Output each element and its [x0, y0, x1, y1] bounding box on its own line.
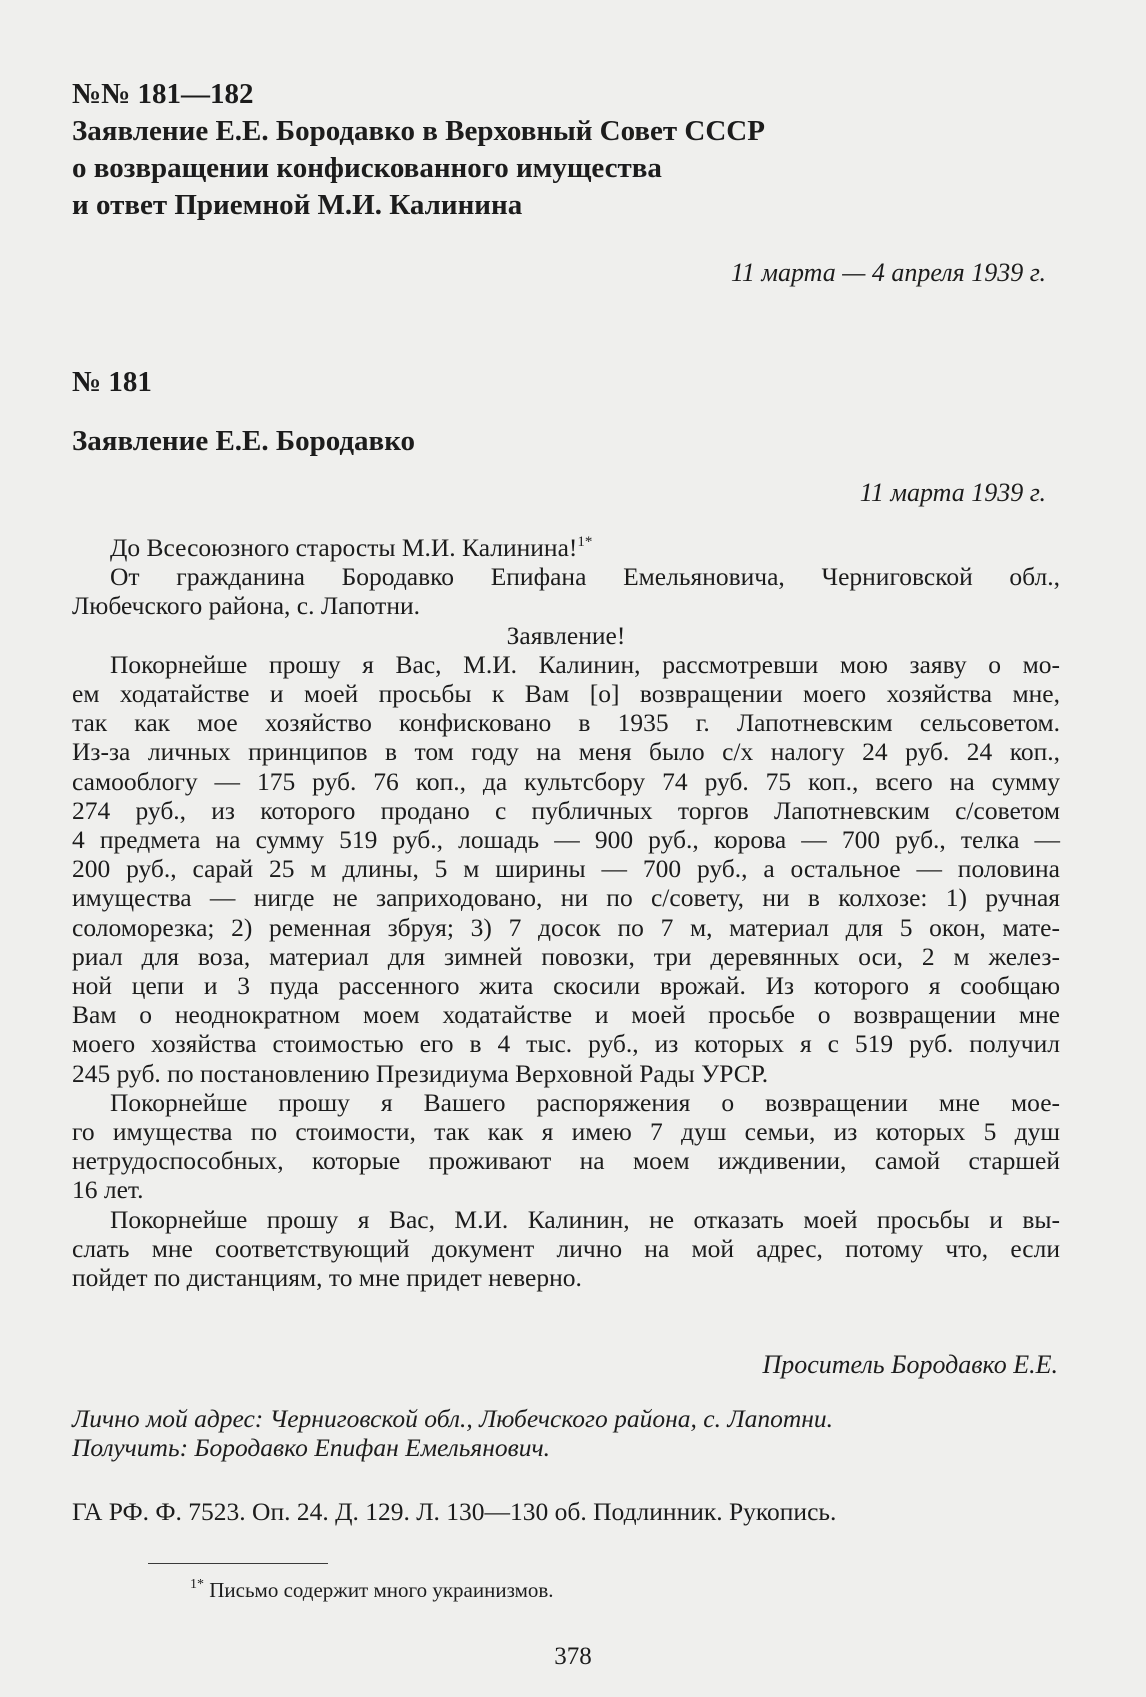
footnote: [190, 1577, 554, 1603]
title-line: о возвращении конфискованного имущества: [72, 152, 662, 184]
paragraph-line: 245 руб. по постановлению Президиума Верховной Рады УРСР.: [72, 1058, 769, 1088]
paragraph-line: 274 руб., из которого продано с публичных торгов Лапотневским с/советом: [72, 795, 1060, 825]
document-title: Заявление Е.Е. Бородавко: [72, 425, 416, 457]
signature: Проситель Бородавко Е.Е.: [762, 1350, 1058, 1379]
document-group-title: [72, 113, 1072, 224]
paragraph-line: 4 предмета на сумму 519 руб., лошадь — 900 руб., корова — 700 руб., телка —: [72, 825, 1060, 855]
footnote-divider: [148, 1563, 328, 1564]
paragraph-line: ной цепи и 3 пуда рассенного жита скосили врожай. Из которого я сообщаю: [72, 971, 1060, 1001]
paragraph-line: так как мое хозяйство конфисковано в 1935 г. Лапотневским сельсоветом.: [72, 708, 1060, 738]
archive-reference-text: ГА РФ. Ф. 7523. Оп. 24. Д. 129. Л. 130—130 об. Подлинник. Рукопись.: [72, 1497, 837, 1526]
document-group-numbers: №№ 181—182: [72, 78, 254, 110]
letter-heading: Заявление!: [506, 620, 626, 650]
letter-body: [72, 533, 1060, 1292]
paragraph-line: 16 лет.: [72, 1175, 144, 1205]
paragraph-line: нетрудоспособных, которые проживают на моем иждивении, самой старшей: [72, 1146, 1060, 1176]
paragraph-line: самооблогу — 175 руб. 76 коп., да культсбору 74 руб. 75 коп., всего на сумму: [72, 766, 1060, 796]
paragraph-line: Вам о неоднократном моем ходатайстве и моей просьбе о возвращении мне: [72, 1000, 1060, 1030]
paragraph-line: соломорезка; 2) ременная збруя; 3) 7 досок по 7 м, материал для 5 окон, мате-: [72, 912, 1060, 942]
page-number: 378: [554, 1643, 592, 1670]
document-number: № 181: [72, 366, 152, 398]
paragraph-line: моего хозяйства стоимостью его в 4 тыс. руб., из которых я с 519 руб. получил: [72, 1029, 1060, 1059]
addressee: До Всесоюзного старосты М.И. Калинина!$^{1*}$: [110, 533, 593, 562]
title-line: и ответ Приемной М.И. Калинина: [72, 189, 523, 221]
address-block: [72, 1404, 1060, 1462]
paragraph-line: имущества — нигде не заприходовано, ни по с/совету, ни в колхозе: 1) ручная: [72, 883, 1060, 913]
paragraph-line: Покорнейше прошу я Вашего распоряжения о возвращении мне мое-: [110, 1087, 1060, 1117]
paragraph-line: го имущества по стоимости, так как я имею 7 душ семьи, из которых 5 душ: [72, 1117, 1060, 1147]
title-line: Заявление Е.Е. Бородавко в Верховный Совет СССР: [72, 115, 765, 147]
footnote-mark: 1*: [190, 1577, 204, 1592]
archive-reference: [72, 1497, 1060, 1526]
footnote-reference: 1*: [577, 534, 593, 550]
paragraph-line: риал для воза, материал для зимней повозки, три деревянных оси, 2 м желез-: [72, 941, 1060, 971]
paragraph-line: пойдет по дистанциям, то мне придет неверно.: [72, 1263, 582, 1293]
paragraph-line: слать мне соответствующий документ лично на мой адрес, потому что, если: [72, 1233, 1060, 1263]
address-line: Получить: Бородавко Епифан Емельянович.: [72, 1433, 551, 1463]
paragraph-line: 200 руб., сарай 25 м длины, 5 м ширины — 700 руб., а остальное — половина: [72, 854, 1060, 884]
sender-line: Любечского района, с. Лапотни.: [72, 591, 420, 621]
paragraph-line: Покорнейше прошу я Вас, М.И. Калинин, рассмотревши мою заяву о мо-: [110, 649, 1060, 679]
document-group-date-range: 11 марта — 4 апреля 1939 г.: [730, 258, 1046, 287]
document-date: 11 марта 1939 г.: [859, 478, 1046, 507]
paragraph-line: ем ходатайстве и моей просьбы к Вам [о] возвращении моего хозяйства мне,: [72, 679, 1060, 709]
footnote-text: Письмо содержит много украинизмов.: [209, 1578, 554, 1602]
paragraph-line: Покорнейше прошу я Вас, М.И. Калинин, не отказать моей просьбы и вы-: [110, 1204, 1060, 1234]
sender-line: От гражданина Бородавко Епифана Емельяновича, Черниговской обл.,: [110, 562, 1060, 592]
paragraph-line: Из-за личных принципов в том году на меня было с/х налогу 24 руб. 24 коп.,: [72, 737, 1060, 767]
document-group-header: [72, 76, 1072, 224]
address-line: Лично мой адрес: Черниговской обл., Любечского района, с. Лапотни.: [72, 1404, 834, 1433]
